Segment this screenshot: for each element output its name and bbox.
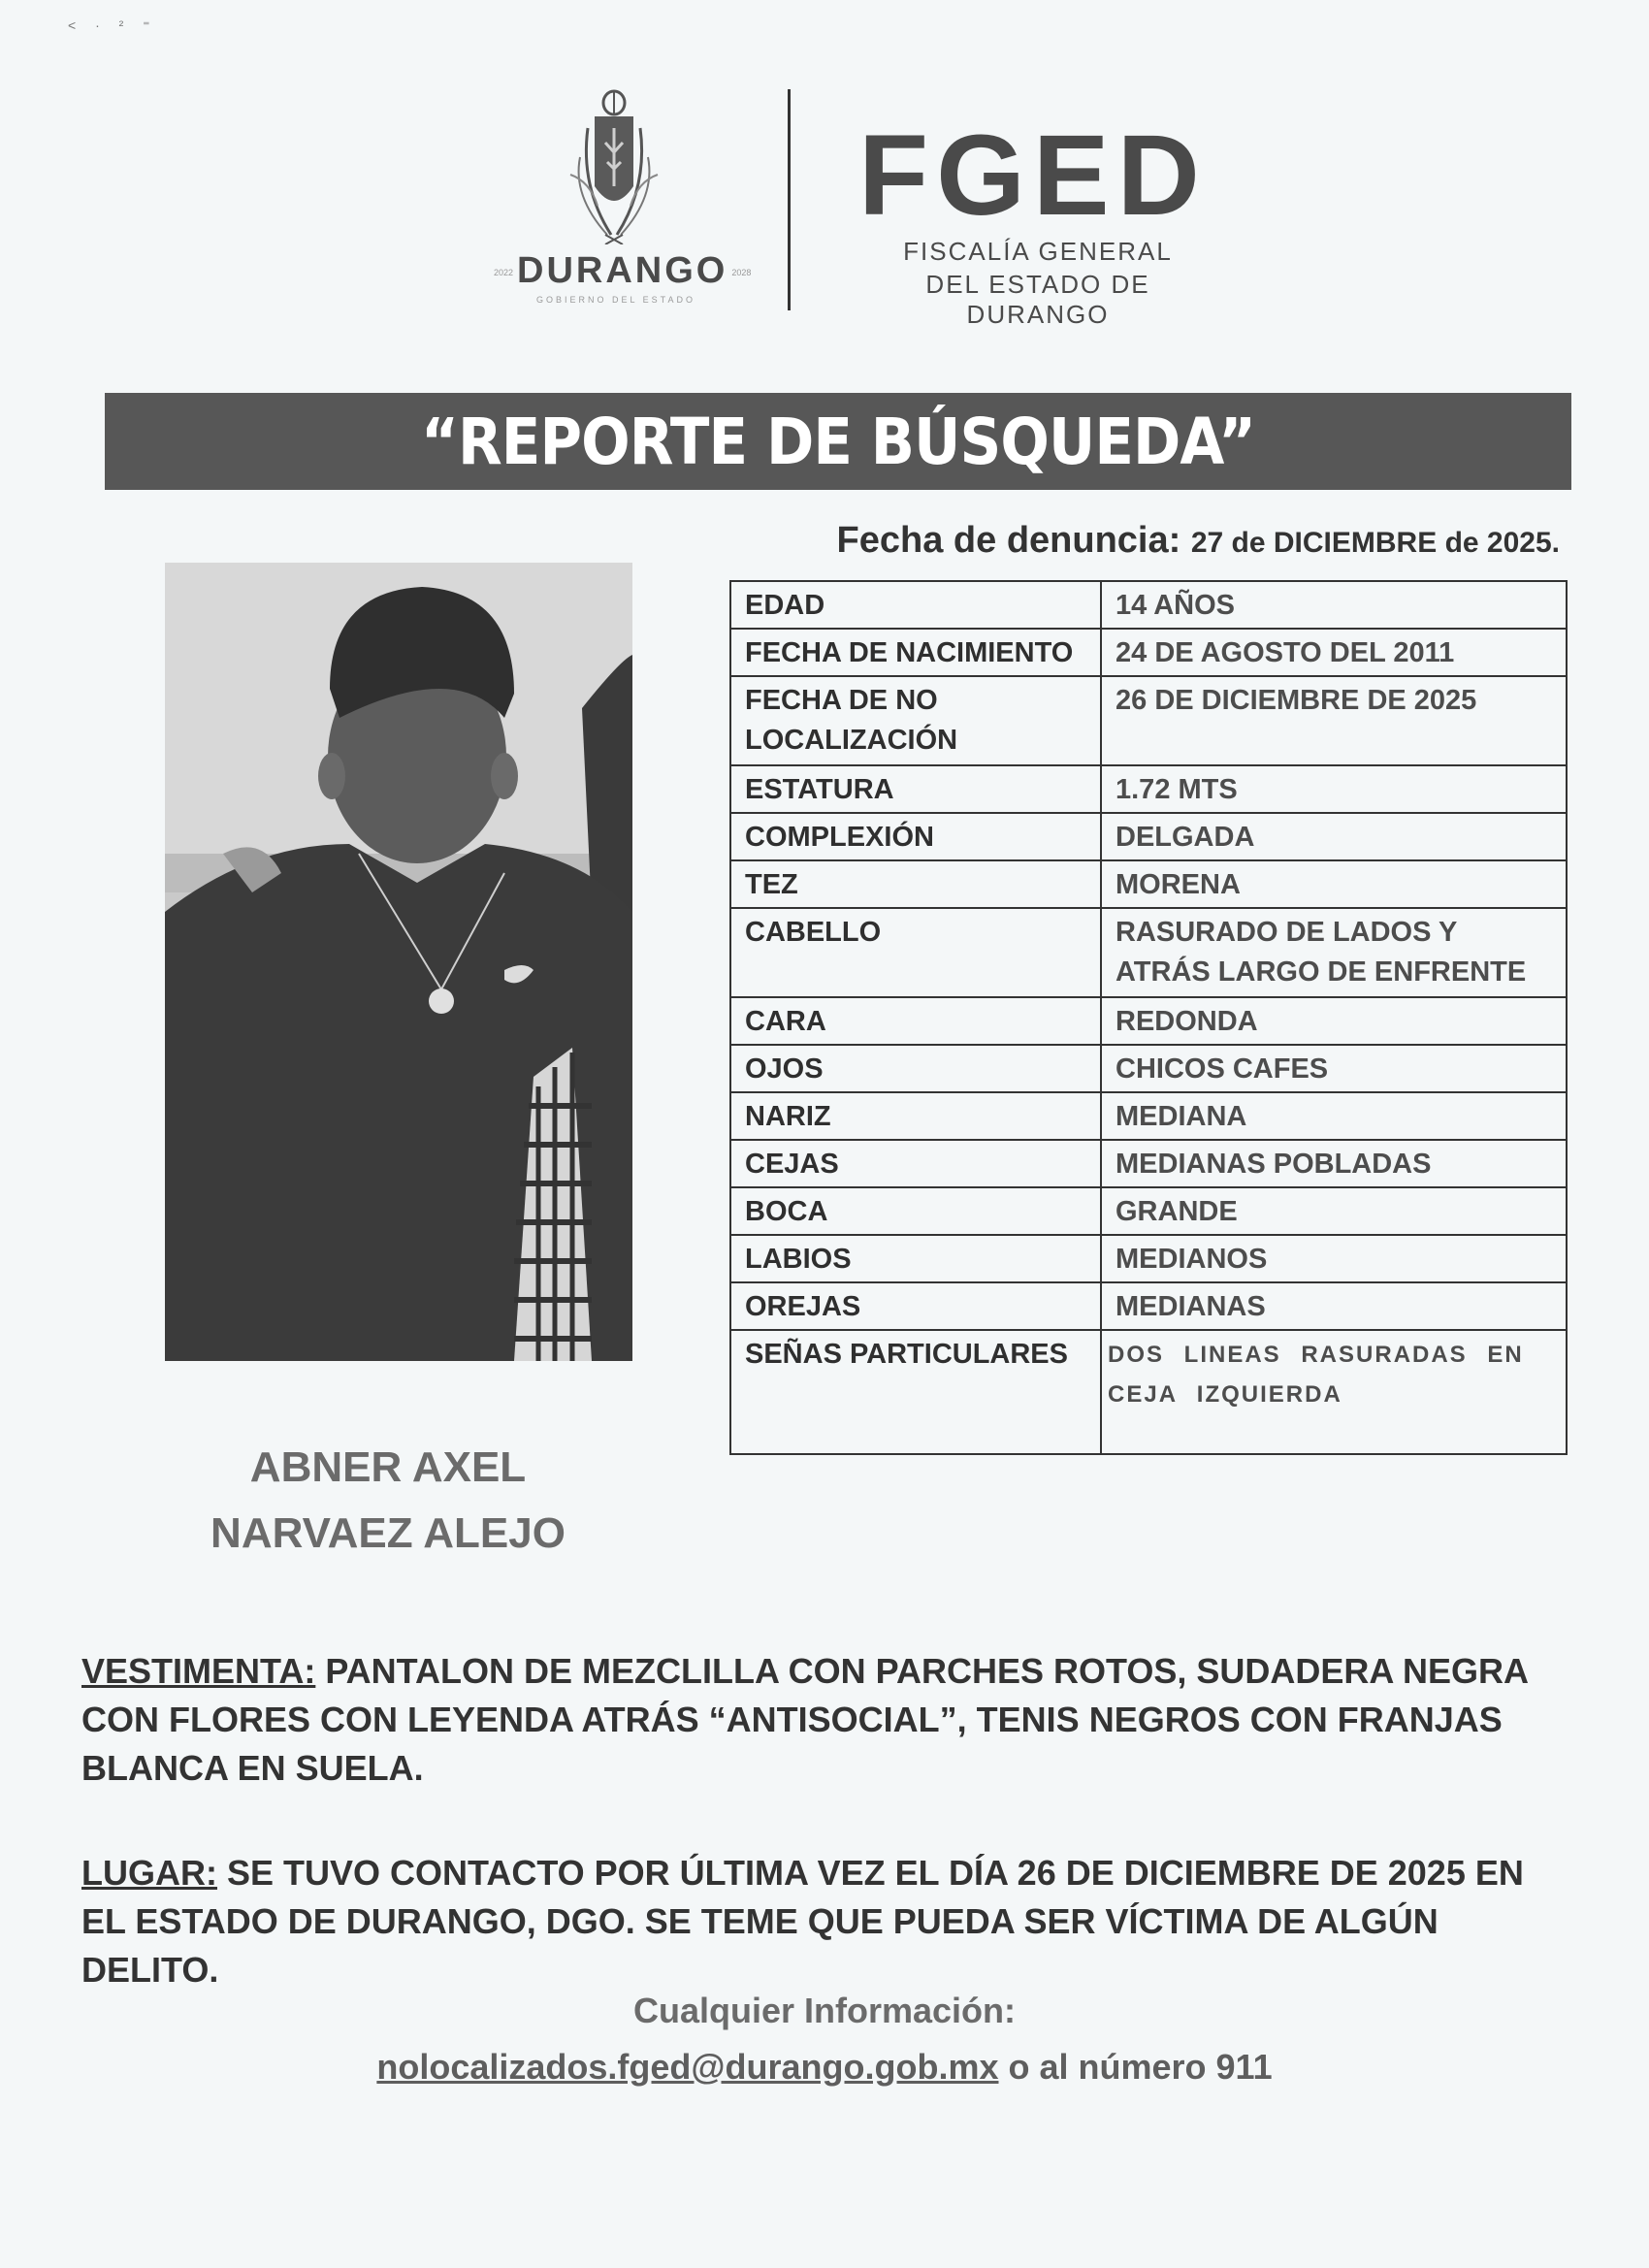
detail-label: FECHA DE NACIMIENTO bbox=[730, 629, 1101, 676]
detail-label: LABIOS bbox=[730, 1235, 1101, 1282]
detail-value: MEDIANOS bbox=[1101, 1235, 1567, 1282]
detail-value: 24 DE AGOSTO DEL 2011 bbox=[1101, 629, 1567, 676]
detail-value: MEDIANA bbox=[1101, 1092, 1567, 1140]
contact-heading: Cualquier Información: bbox=[632, 1991, 1017, 2030]
clothing-text: PANTALON DE MEZCLILLA CON PARCHES ROTOS, SUDADERA NEGRA CON FLORES CON LEYENDA ATRÁS “ANTISOCIAL”, TENIS NEGROS CON FRANJAS BLANCA EN SUELA. bbox=[81, 1651, 1528, 1788]
report-date-value: 27 de DICIEMBRE de 2025. bbox=[1190, 527, 1560, 559]
detail-value: DOS LINEAS RASURADAS EN CEJA IZQUIERDA bbox=[1101, 1330, 1567, 1454]
table-row bbox=[730, 581, 1567, 629]
person-name-first: ABNER AXEL bbox=[249, 1443, 527, 1491]
table-row bbox=[730, 765, 1567, 813]
table-row bbox=[730, 1330, 1567, 1454]
scan-artifact: < · ² ⁼ bbox=[68, 17, 158, 33]
detail-value: GRANDE bbox=[1101, 1187, 1567, 1235]
table-row bbox=[730, 1140, 1567, 1187]
detail-label: OJOS bbox=[730, 1045, 1101, 1092]
clothing-description bbox=[81, 1647, 1575, 1793]
location-text: SE TUVO CONTACTO POR ÚLTIMA VEZ EL DÍA 26 DE DICIEMBRE DE 2025 EN EL ESTADO DE DURANGO, DGO. SE TEME QUE PUEDA SER VÍCTIMA DE ALGÚN DELITO. bbox=[81, 1853, 1524, 1990]
table-row bbox=[730, 1045, 1567, 1092]
logo-year-right: 2028 bbox=[731, 267, 752, 277]
detail-label: ESTATURA bbox=[730, 765, 1101, 813]
logo-state-name: DURANGO bbox=[517, 250, 728, 291]
detail-label: SEÑAS PARTICULARES bbox=[730, 1330, 1101, 1454]
person-name-last: NARVAEZ ALEJO bbox=[210, 1509, 566, 1557]
detail-label: TEZ bbox=[730, 860, 1101, 908]
header-divider bbox=[788, 89, 791, 310]
agency-name-line1: FISCALÍA GENERAL bbox=[903, 237, 1173, 266]
table-row bbox=[730, 629, 1567, 676]
table-row bbox=[730, 860, 1567, 908]
detail-value: 26 DE DICIEMBRE DE 2025 bbox=[1101, 676, 1567, 765]
detail-value: DELGADA bbox=[1101, 813, 1567, 860]
agency-acronym: FGED bbox=[858, 112, 1208, 240]
detail-value: 1.72 MTS bbox=[1101, 765, 1567, 813]
table-row bbox=[730, 813, 1567, 860]
detail-value: 14 AÑOS bbox=[1101, 581, 1567, 629]
durango-coat-of-arms-icon bbox=[551, 89, 677, 244]
missing-person-photo bbox=[165, 563, 632, 1361]
detail-label: CABELLO bbox=[730, 908, 1101, 997]
clothing-label: VESTIMENTA: bbox=[81, 1651, 316, 1691]
detail-label: COMPLEXIÓN bbox=[730, 813, 1101, 860]
person-details-table bbox=[729, 580, 1568, 1455]
detail-label: CARA bbox=[730, 997, 1101, 1045]
detail-label: FECHA DE NO LOCALIZACIÓN bbox=[730, 676, 1101, 765]
detail-label: OREJAS bbox=[730, 1282, 1101, 1330]
contact-line bbox=[194, 2047, 1455, 2088]
logo-subtitle: GOBIERNO DEL ESTADO bbox=[535, 295, 696, 305]
detail-label: EDAD bbox=[730, 581, 1101, 629]
table-row bbox=[730, 1092, 1567, 1140]
detail-label: NARIZ bbox=[730, 1092, 1101, 1140]
table-row bbox=[730, 908, 1567, 997]
table-row bbox=[730, 676, 1567, 765]
detail-value: MEDIANAS bbox=[1101, 1282, 1567, 1330]
agency-name-line2: DEL ESTADO DE DURANGO bbox=[925, 270, 1150, 329]
detail-value: CHICOS CAFES bbox=[1101, 1045, 1567, 1092]
location-label: LUGAR: bbox=[81, 1853, 217, 1893]
contact-email-link[interactable]: nolocalizados.fged@durango.gob.mx bbox=[376, 2047, 999, 2087]
table-row bbox=[730, 997, 1567, 1045]
report-date bbox=[837, 520, 1560, 562]
detail-value: RASURADO DE LADOS Y ATRÁS LARGO DE ENFRENTE bbox=[1101, 908, 1567, 997]
table-row bbox=[730, 1235, 1567, 1282]
location-description bbox=[81, 1849, 1575, 1994]
state-logo-wordmark bbox=[490, 250, 752, 292]
contact-phone-text: o al número 911 bbox=[998, 2047, 1273, 2087]
table-row bbox=[730, 1282, 1567, 1330]
detail-value: REDONDA bbox=[1101, 997, 1567, 1045]
detail-value: MORENA bbox=[1101, 860, 1567, 908]
report-date-label: Fecha de denuncia: bbox=[836, 520, 1181, 561]
detail-value: MEDIANAS POBLADAS bbox=[1101, 1140, 1567, 1187]
report-title: “REPORTE DE BÚSQUEDA” bbox=[420, 405, 1256, 479]
detail-label: BOCA bbox=[730, 1187, 1101, 1235]
detail-label: CEJAS bbox=[730, 1140, 1101, 1187]
table-row bbox=[730, 1187, 1567, 1235]
logo-year-left: 2022 bbox=[494, 267, 514, 277]
